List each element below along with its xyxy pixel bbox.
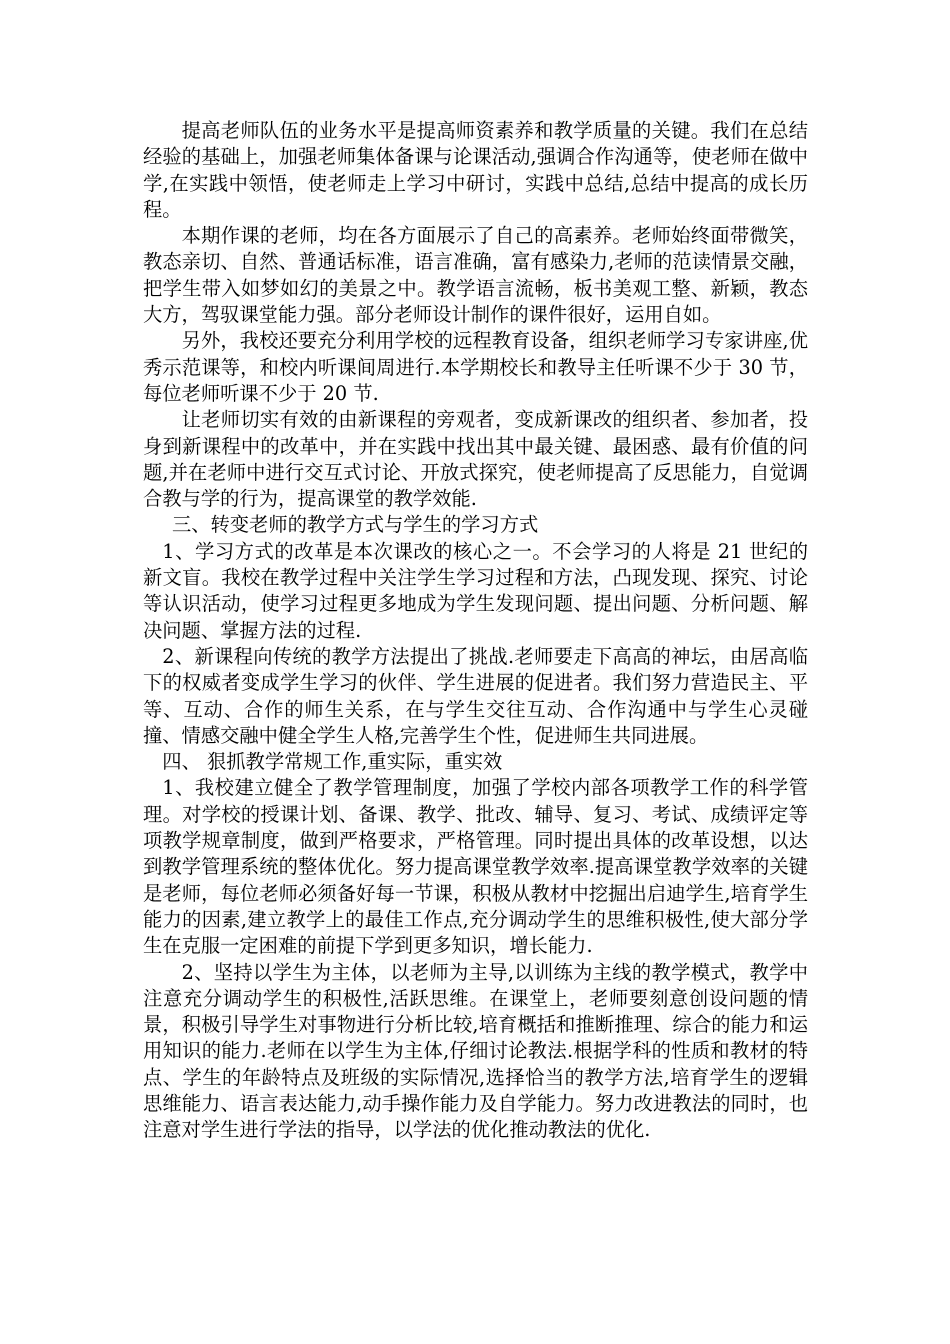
paragraph-teaching-challenge: 2、新课程向传统的教学方法提出了挑战.老师要走下高高的神坛，由居高临下的权威者变成学生学习的伙伴、学生进展的促进者。我们努力营造民主、平等、互动、合作的师生关系，在与学生交往互动、合作沟通中与学生心灵碰撞、情感交融中健全学生人格,完善学生个性，促进师生共同进展。: [143, 644, 808, 747]
section-heading-four: 四、 狠抓教学常规工作,重实际，重实效: [162, 750, 503, 774]
paragraph-teacher-quality: 提高老师队伍的业务水平是提高师资素养和教学质量的关键。我们在总结经验的基础上，加强老师集体备课与论课活动,强调合作沟通等，使老师在做中学,在实践中领悟，使老师走上学习中研讨，实践中总结,总结中提高的成长历程。: [143, 119, 808, 221]
paragraph-learning-reform: 1、学习方式的改革是本次课改的核心之一。不会学习的人将是 21 世纪的新文盲。我校在教学过程中关注学生学习过程和方法，凸现发现、探究、讨论等认识活动，使学习过程更多地成为学生发现问题、提出问题、分析问题、解决问题、掌握方法的过程.: [143, 539, 808, 642]
paragraph-new-curriculum: 让老师切实有效的由新课程的旁观者，变成新课改的组织者、参加者，投身到新课程中的改革中，并在实践中找出其中最关键、最困惑、最有价值的问题,并在老师中进行交互式讨论、开放式探究，使老师提高了反思能力，自觉调合教与学的行为，提高课堂的教学效能.: [143, 408, 808, 511]
section-heading-three: 三、转变老师的教学方式与学生的学习方式: [171, 513, 539, 537]
paragraph-student-centered: 2、坚持以学生为主体，以老师为主导,以训练为主线的教学模式，教学中注意充分调动学生的积极性,活跃思维。在课堂上，老师要刻意创设问题的情景，积极引导学生对事物进行分析比较,培育概括和推断推理、综合的能力和运用知识的能力.老师在以学生为主体,仔细讨论教法.根据学科的性质和教材的特点、学生的年龄特点及班级的实际情况,选择恰当的教学方法,培育学生的逻辑思维能力、语言表达能力,动手操作能力及自学能力。努力改进教法的同时，也注意对学生进行学法的指导，以学法的优化推动教法的优化.: [143, 960, 808, 1142]
document-body: [143, 118, 808, 1144]
paragraph-lesson-teachers: 本期作课的老师，均在各方面展示了自己的高素养。老师始终面带微笑，教态亲切、自然、普通话标准，语言准确，富有感染力,老师的范读情景交融，把学生带入如梦如幻的美景之中。教学语言流畅，板书美观工整、新颖，教态大方，驾驭课堂能力强。部分老师设计制作的课件很好，运用自如。: [143, 224, 808, 327]
paragraph-management-system: 1、我校建立健全了教学管理制度，加强了学校内部各项教学工作的科学管理。对学校的授课计划、备课、教学、批改、辅导、复习、考试、成绩评定等项教学规章制度，做到严格要求，严格管理。同时提出具体的改革设想，以达到教学管理系统的整体优化。努力提高课堂教学效率.提高课堂教学效率的关键是老师，每位老师必须备好每一节课，积极从教材中挖掘出启迪学生,培育学生能力的因素,建立教学上的最佳工作点,充分调动学生的思维积极性,使大部分学生在克服一定困难的前提下学到更多知识，增长能力.: [143, 776, 808, 958]
paragraph-remote-education: 另外，我校还要充分利用学校的远程教育设备，组织老师学习专家讲座,优秀示范课等，和校内听课间周进行.本学期校长和教导主任听课不少于 30 节，每位老师听课不少于 20 节.: [143, 329, 808, 405]
